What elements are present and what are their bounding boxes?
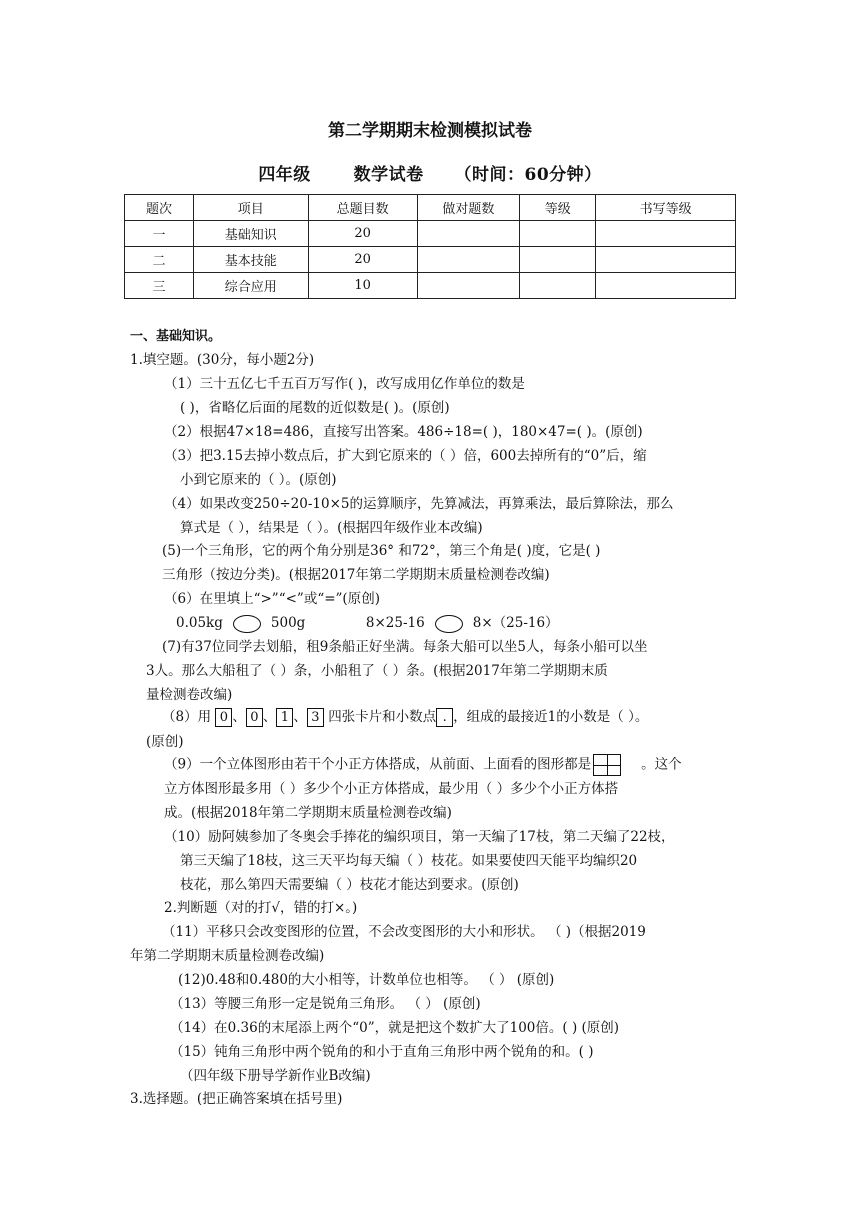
table-cell [596,247,736,273]
table-cell [596,221,736,247]
table-cell: 综合应用 [193,273,308,299]
table-cell: 一 [125,221,194,247]
q8-mid: 四张卡片和小数点 [328,709,437,725]
question-4-line: （4）如果改变250÷20-10×5的运算顺序，先算减法，再算乘法，最后算除法，那么 [164,496,674,512]
compare-oval-icon[interactable] [435,615,463,633]
table-cell [596,273,736,299]
question-2: （2）根据47×18=486，直接写出答案。486÷18=( )，180×47=( )。(原创) [164,424,643,440]
score-table [124,194,736,299]
table-cell [520,247,596,273]
question-3-line: （3）把3.15去掉小数点后，扩大到它原来的（ ）倍，600去掉所有的“0”后，缩 [164,448,647,464]
section-heading: 一、基础知识。 [130,329,222,344]
digit-card: 0 [215,708,232,727]
compare-b-right: 8×（25-16） [472,615,559,631]
question-7-line: 3人。那么大船租了（ ）条，小船租了（ ）条。(根据2017年第二学期期末质 [146,663,608,679]
q8-suffix: ，组成的最接近1的小数是（ ）。 [453,709,649,725]
table-row [125,273,736,299]
digit-card: 3 [307,708,324,727]
question-5-line: (5)一个三角形，它的两个角分别是36° 和72°，第三个角是( )度，它是( ) [162,543,601,559]
question-9-line: 成。(根据2018年第二学期期末质量检测卷改编) [164,805,452,821]
question-5-line: 三角形（按边分类)。(根据2017年第二学期期末质量检测卷改编) [162,567,550,583]
question-10-line: 第三天编了18枝，这三天平均每天编（ ）枝花。如果要使四天能平均编织20 [180,853,638,869]
compare-a-left: 0.05kg [176,615,223,631]
q8-prefix: （8）用 [162,709,212,725]
question-14: （14）在0.36的末尾添上两个“0”，就是把这个数扩大了100倍。( ) (原创) [170,1020,620,1036]
question-15-line: （四年级下册导学新作业B改编) [180,1068,371,1084]
question-9-line [164,754,682,776]
exam-title: 第二学期期末检测模拟试卷 [328,121,532,141]
table-cell: 三 [125,273,194,299]
table-row [125,221,736,247]
table-row [125,247,736,273]
table-header-cell: 做对题数 [417,195,520,221]
table-header-cell: 项目 [193,195,308,221]
cube-view-grid-icon [593,754,621,776]
choice-heading: 3.选择题。(把正确答案填在括号里) [130,1091,343,1107]
q9-text: （9）一个立体图形由若干个小正方体搭成，从前面、上面看的图形都是 [164,756,592,773]
question-12: (12)0.48和0.480的大小相等，计数单位也相等。 （ ） (原创) [178,972,555,988]
question-10-line: （10）励阿姨参加了冬奥会手捧花的编织项目，第一天编了17枝，第二天编了22枝， [164,829,675,845]
question-6-line: （6）在里填上“>”“<”或“=”(原创) [164,591,380,607]
question-1-line: ( )，省略亿后面的尾数的近似数是( )。(原创) [180,400,450,416]
table-header-cell: 书写等级 [596,195,736,221]
fill-heading: 1.填空题。(30分，每小题2分) [130,352,315,368]
table-cell [520,273,596,299]
exam-subtitle [0,160,860,185]
question-7-line: 量检测卷改编) [146,687,233,703]
table-header-cell: 等级 [520,195,596,221]
question-3-line: 小到它原来的（ ）。(原创) [180,472,337,488]
table-header-cell: 总题目数 [308,195,417,221]
time-label: （时间：60分钟） [454,165,602,185]
table-cell [417,247,520,273]
q9-text-end: 。这个 [641,756,682,773]
table-cell [417,273,520,299]
compare-oval-icon[interactable] [233,615,261,633]
question-9-line: 立方体图形最多用（ ）多少个小正方体搭成，最少用（ ）多少个小正方体搭 [164,781,619,797]
question-8-line: （8）用 0 、 0 、 1 、 3 四张卡片和小数点 . ，组成的最接近1的小数是（ ）。 [162,709,649,725]
judge-heading: 2.判断题（对的打√，错的打×。) [164,900,358,916]
table-cell: 基础知识 [193,221,308,247]
question-11-line: 年第二学期期末质量检测卷改编) [130,948,325,964]
table-header-row [125,195,736,221]
question-7-line: (7)有37位同学去划船，租9条船正好坐满。每条大船可以坐5人，每条小船可以坐 [162,639,648,655]
subject-label: 数学试卷 [353,165,424,185]
question-6-compare [176,613,559,633]
digit-card: 0 [246,708,263,727]
question-10-line: 枝花，那么第四天需要编（ ）枝花才能达到要求。(原创) [180,877,519,893]
table-cell [520,221,596,247]
table-cell: 二 [125,247,194,273]
compare-a-right: 500g [270,615,306,631]
question-4-line: 算式是（ ），结果是（ ）。(根据四年级作业本改编) [180,520,483,536]
compare-b-left: 8×25-16 [365,615,425,631]
question-11-line: （11）平移只会改变图形的位置，不会改变图形的大小和形状。 （ )（根据2019 [162,924,646,940]
table-header-cell: 题次 [125,195,194,221]
question-8-line: (原创) [146,734,184,750]
table-cell: 20 [308,221,417,247]
table-cell: 20 [308,247,417,273]
table-cell: 10 [308,273,417,299]
table-cell [417,221,520,247]
decimal-point-card: . [436,708,453,727]
question-1-line: （1）三十五亿七千五百万写作( )，改写成用亿作单位的数是 [164,376,525,392]
table-cell: 基本技能 [193,247,308,273]
grade-label: 四年级 [258,165,311,185]
question-13: （13）等腰三角形一定是锐角三角形。 （ ） (原创) [170,996,481,1012]
digit-card: 1 [276,708,293,727]
question-15-line: （15）钝角三角形中两个锐角的和小于直角三角形中两个锐角的和。( ) [170,1044,594,1060]
